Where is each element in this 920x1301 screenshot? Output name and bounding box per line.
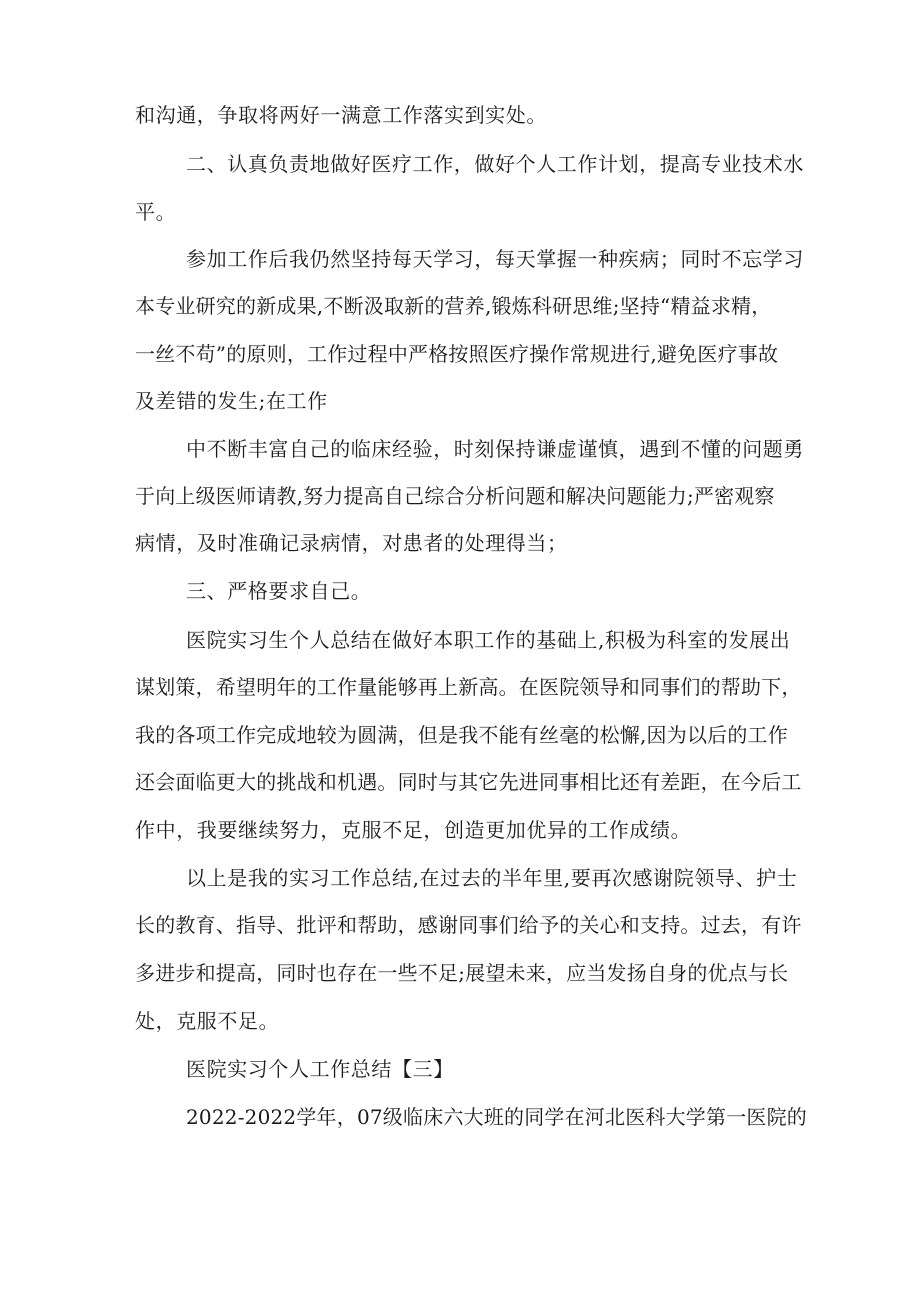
text-line: 还会面临更大的挑战和机遇。同时与其它先进同事相比还有差距，在今后工 <box>135 770 802 794</box>
text-line: 谋划策，希望明年的工作量能够再上新高。在医院领导和同事们的帮助下， <box>135 675 802 699</box>
text-line: 和沟通，争取将两好一满意工作落实到实处。 <box>135 103 547 127</box>
text-line: 我的各项工作完成地较为圆满，但是我不能有丝毫的松懈,因为以后的工作 <box>135 723 788 747</box>
text-line: 2022-2022学年，07级临床六大班的同学在河北医科大学第一医院的 <box>186 1105 808 1129</box>
text-line: 多进步和提高，同时也存在一些不足;展望未来，应当发扬自身的优点与长 <box>135 961 789 985</box>
text-line: 于向上级医师请教,努力提高自己综合分析问题和解决问题能力;严密观察 <box>135 484 775 508</box>
text-line: 本专业研究的新成果,不断汲取新的营养,锻炼科研思维;坚持“精益求精， <box>135 294 772 318</box>
text-line: 以上是我的实习工作总结,在过去的半年里,要再次感谢院领导、护士 <box>186 866 798 890</box>
text-line: 及差错的发生;在工作 <box>135 389 328 413</box>
text-line: 一丝不苟”的原则，工作过程中严格按照医疗操作常规进行,避免医疗事故 <box>135 342 779 366</box>
section-title: 医院实习个人工作总结【三】 <box>186 1057 454 1081</box>
text-line: 中不断丰富自己的临床经验，时刻保持谦虚谨慎，遇到不懂的问题勇 <box>186 437 804 461</box>
text-line: 参加工作后我仍然坚持每天学习，每天掌握一种疾病；同时不忘学习 <box>186 247 804 271</box>
text-line: 作中，我要继续努力，克服不足，创造更加优异的工作成绩。 <box>135 818 692 842</box>
text-line: 病情，及时准确记录病情，对患者的处理得当； <box>135 531 568 555</box>
text-line: 医院实习生个人总结在做好本职工作的基础上,积极为科室的发展出 <box>186 628 791 652</box>
text-line: 长的教育、指导、批评和帮助，感谢同事们给予的关心和支持。过去，有许 <box>135 913 802 937</box>
text-line: 平。 <box>135 200 177 224</box>
section-heading: 二、认真负责地做好医疗工作，做好个人工作计划，提高专业技术水 <box>186 152 804 176</box>
text-line: 处，克服不足。 <box>135 1009 280 1033</box>
section-heading: 三、严格要求自己。 <box>186 579 372 603</box>
